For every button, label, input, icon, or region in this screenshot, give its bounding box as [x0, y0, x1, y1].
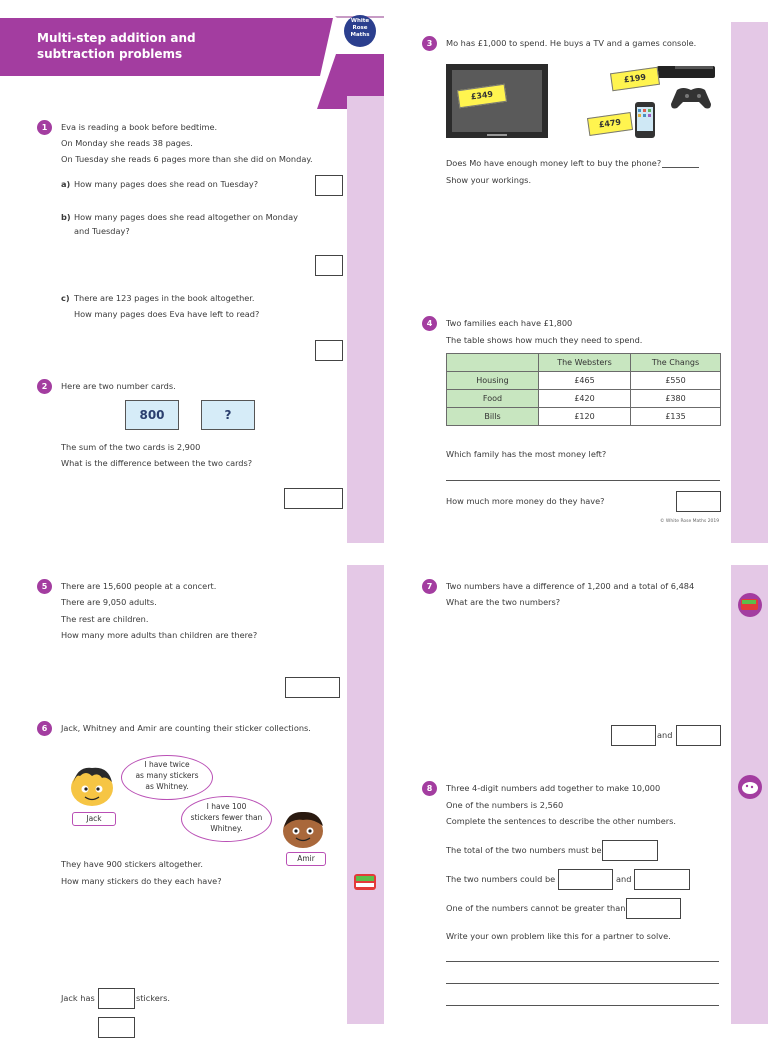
name-label-jack: Jack — [72, 812, 116, 826]
side-strip-2 — [731, 22, 768, 543]
q8-sentence3: One of the numbers cannot be greater than — [446, 903, 626, 913]
q6-answer-suffix: stickers. — [136, 993, 170, 1003]
table-row — [447, 408, 721, 426]
q8-sentence2: The two numbers could be — [446, 874, 556, 884]
logo-text-1: White — [350, 18, 370, 24]
question-number-8: 8 — [422, 781, 437, 796]
q7-answer-box-1[interactable] — [611, 725, 656, 746]
price-tag-console: £199 — [610, 67, 660, 92]
page-title-line2: subtraction problems — [37, 47, 183, 61]
q2-line2: The sum of the two cards is 2,900 — [61, 442, 201, 452]
question-number-7: 7 — [422, 579, 437, 594]
q1-a-answer-box[interactable] — [315, 175, 343, 196]
writing-line[interactable] — [446, 1005, 719, 1006]
q8-number-answer-box-1[interactable] — [558, 869, 613, 890]
table-cell: £120 — [539, 408, 631, 426]
q1-c-text2: How many pages does Eva have left to read? — [74, 309, 260, 319]
bubble-text: I have 100 — [206, 802, 247, 811]
q1-b-text2: and Tuesday? — [74, 226, 130, 236]
question-number-1: 1 — [37, 120, 52, 135]
q3-line3: Show your workings. — [446, 175, 532, 185]
table-cell: £550 — [631, 372, 721, 390]
q7-and: and — [657, 730, 673, 740]
table-row-label: Bills — [447, 408, 539, 426]
q1-c-text1: There are 123 pages in the book altogether. — [74, 293, 255, 303]
q7-answer-box-2[interactable] — [676, 725, 721, 746]
bubble-text: stickers fewer than — [190, 813, 263, 822]
q1-a-tag: a) — [61, 179, 71, 189]
q1-a-text: How many pages does she read on Tuesday? — [74, 179, 259, 189]
table-cell: £380 — [631, 390, 721, 408]
logo-text-2: Rose — [352, 25, 368, 31]
q8-line1: Three 4-digit numbers add together to make 10,000 — [446, 783, 661, 793]
q2-answer-box[interactable] — [284, 488, 343, 509]
q1-b-answer-box[interactable] — [315, 255, 343, 276]
q8-line3: Complete the sentences to describe the other numbers. — [446, 816, 677, 826]
q6-line1: Jack, Whitney and Amir are counting their sticker collections. — [61, 723, 311, 733]
q3-line1: Mo has £1,000 to spend. He buys a TV and a games console. — [446, 38, 697, 48]
speech-bubble-jack — [121, 755, 213, 800]
price-tag-phone: £479 — [587, 112, 633, 136]
bubble-text: I have twice — [144, 760, 190, 769]
q1-b-text1: How many pages does she read altogether on Monday — [74, 212, 298, 222]
q1-c-answer-box[interactable] — [315, 340, 343, 361]
logo-text-3: Maths — [350, 32, 370, 38]
bubble-text: as many stickers — [135, 771, 199, 780]
q4-line1: Two families each have £1,800 — [446, 318, 573, 328]
table-cell: £135 — [631, 408, 721, 426]
q8-number-answer-box-2[interactable] — [634, 869, 690, 890]
q3-line2: Does Mo have enough money left to buy the phone? — [446, 158, 662, 168]
q7-line1: Two numbers have a difference of 1,200 and a total of 6,484 — [446, 581, 695, 591]
writing-line[interactable] — [446, 961, 719, 962]
q8-max-answer-box[interactable] — [626, 898, 681, 919]
q4-answer-box[interactable] — [676, 491, 721, 512]
speech-bubble-amir — [181, 796, 272, 842]
cake-badge-icon — [737, 774, 763, 800]
question-number-3: 3 — [422, 36, 437, 51]
q5-answer-box[interactable] — [285, 677, 340, 698]
q6-line3: How many stickers do they each have? — [61, 876, 222, 886]
q5-line4: How many more adults than children are there? — [61, 630, 258, 640]
q8-sentence4: Write your own problem like this for a partner to solve. — [446, 931, 671, 941]
q2-line3: What is the difference between the two cards? — [61, 458, 253, 468]
book-badge-icon — [737, 592, 763, 618]
q3-answer-line[interactable] — [662, 167, 699, 168]
q5-line3: The rest are children. — [61, 614, 149, 624]
table-row — [447, 372, 721, 390]
q8-sentence2-and: and — [616, 874, 632, 884]
table-row-label: Food — [447, 390, 539, 408]
writing-line[interactable] — [446, 983, 719, 984]
number-card-2: ? — [201, 400, 255, 430]
bubble-text: Whitney. — [210, 824, 243, 833]
bubble-text: as Whitney. — [145, 782, 189, 791]
q5-line2: There are 9,050 adults. — [61, 597, 157, 607]
side-strip-3 — [347, 565, 384, 1024]
q7-line2: What are the two numbers? — [446, 597, 561, 607]
page-title-line1: Multi-step addition and — [37, 31, 196, 45]
side-strip-1 — [347, 96, 384, 543]
q8-sentence1: The total of the two numbers must be — [446, 845, 602, 855]
q4-line2: The table shows how much they need to spend. — [446, 335, 643, 345]
amir-face-icon — [278, 808, 328, 850]
spending-table — [446, 353, 721, 426]
q6-line2: They have 900 stickers altogether. — [61, 859, 203, 869]
book-icon — [353, 871, 379, 893]
table-cell: £420 — [539, 390, 631, 408]
q2-line1: Here are two number cards. — [61, 381, 176, 391]
question-number-2: 2 — [37, 379, 52, 394]
table-row — [447, 390, 721, 408]
name-label-amir: Amir — [286, 852, 326, 866]
q4-line3: Which family has the most money left? — [446, 449, 607, 459]
header-banner — [0, 14, 384, 110]
q6-jack-answer-box[interactable] — [98, 988, 135, 1009]
q6-answer-prefix: Jack has — [61, 993, 95, 1003]
q8-total-answer-box[interactable] — [602, 840, 658, 861]
q1-b-tag: b) — [61, 212, 71, 222]
q5-line1: There are 15,600 people at a concert. — [61, 581, 217, 591]
q1-line1: Eva is reading a book before bedtime. — [61, 122, 218, 132]
q6-next-answer-box[interactable] — [98, 1017, 135, 1038]
number-card-1: 800 — [125, 400, 179, 430]
table-cell: £465 — [539, 372, 631, 390]
q4-line4: How much more money do they have? — [446, 496, 605, 506]
logo — [344, 15, 376, 47]
table-header-cell: The Websters — [539, 354, 631, 372]
jack-face-icon — [68, 764, 118, 808]
question-number-5: 5 — [37, 579, 52, 594]
q1-line3: On Tuesday she reads 6 pages more than she did on Monday. — [61, 154, 313, 164]
q1-line2: On Monday she reads 38 pages. — [61, 138, 193, 148]
table-row-label: Housing — [447, 372, 539, 390]
question-number-6: 6 — [37, 721, 52, 736]
q8-line2: One of the numbers is 2,560 — [446, 800, 564, 810]
question-number-4: 4 — [422, 316, 437, 331]
table-header-cell: The Changs — [631, 354, 721, 372]
table-header-row — [447, 354, 721, 372]
q1-c-tag: c) — [61, 293, 70, 303]
price-tag-tv: £349 — [457, 84, 507, 109]
q4-answer-line[interactable] — [446, 480, 720, 481]
copyright: © White Rose Maths 2019 — [660, 519, 720, 524]
table-header-cell — [447, 354, 539, 372]
